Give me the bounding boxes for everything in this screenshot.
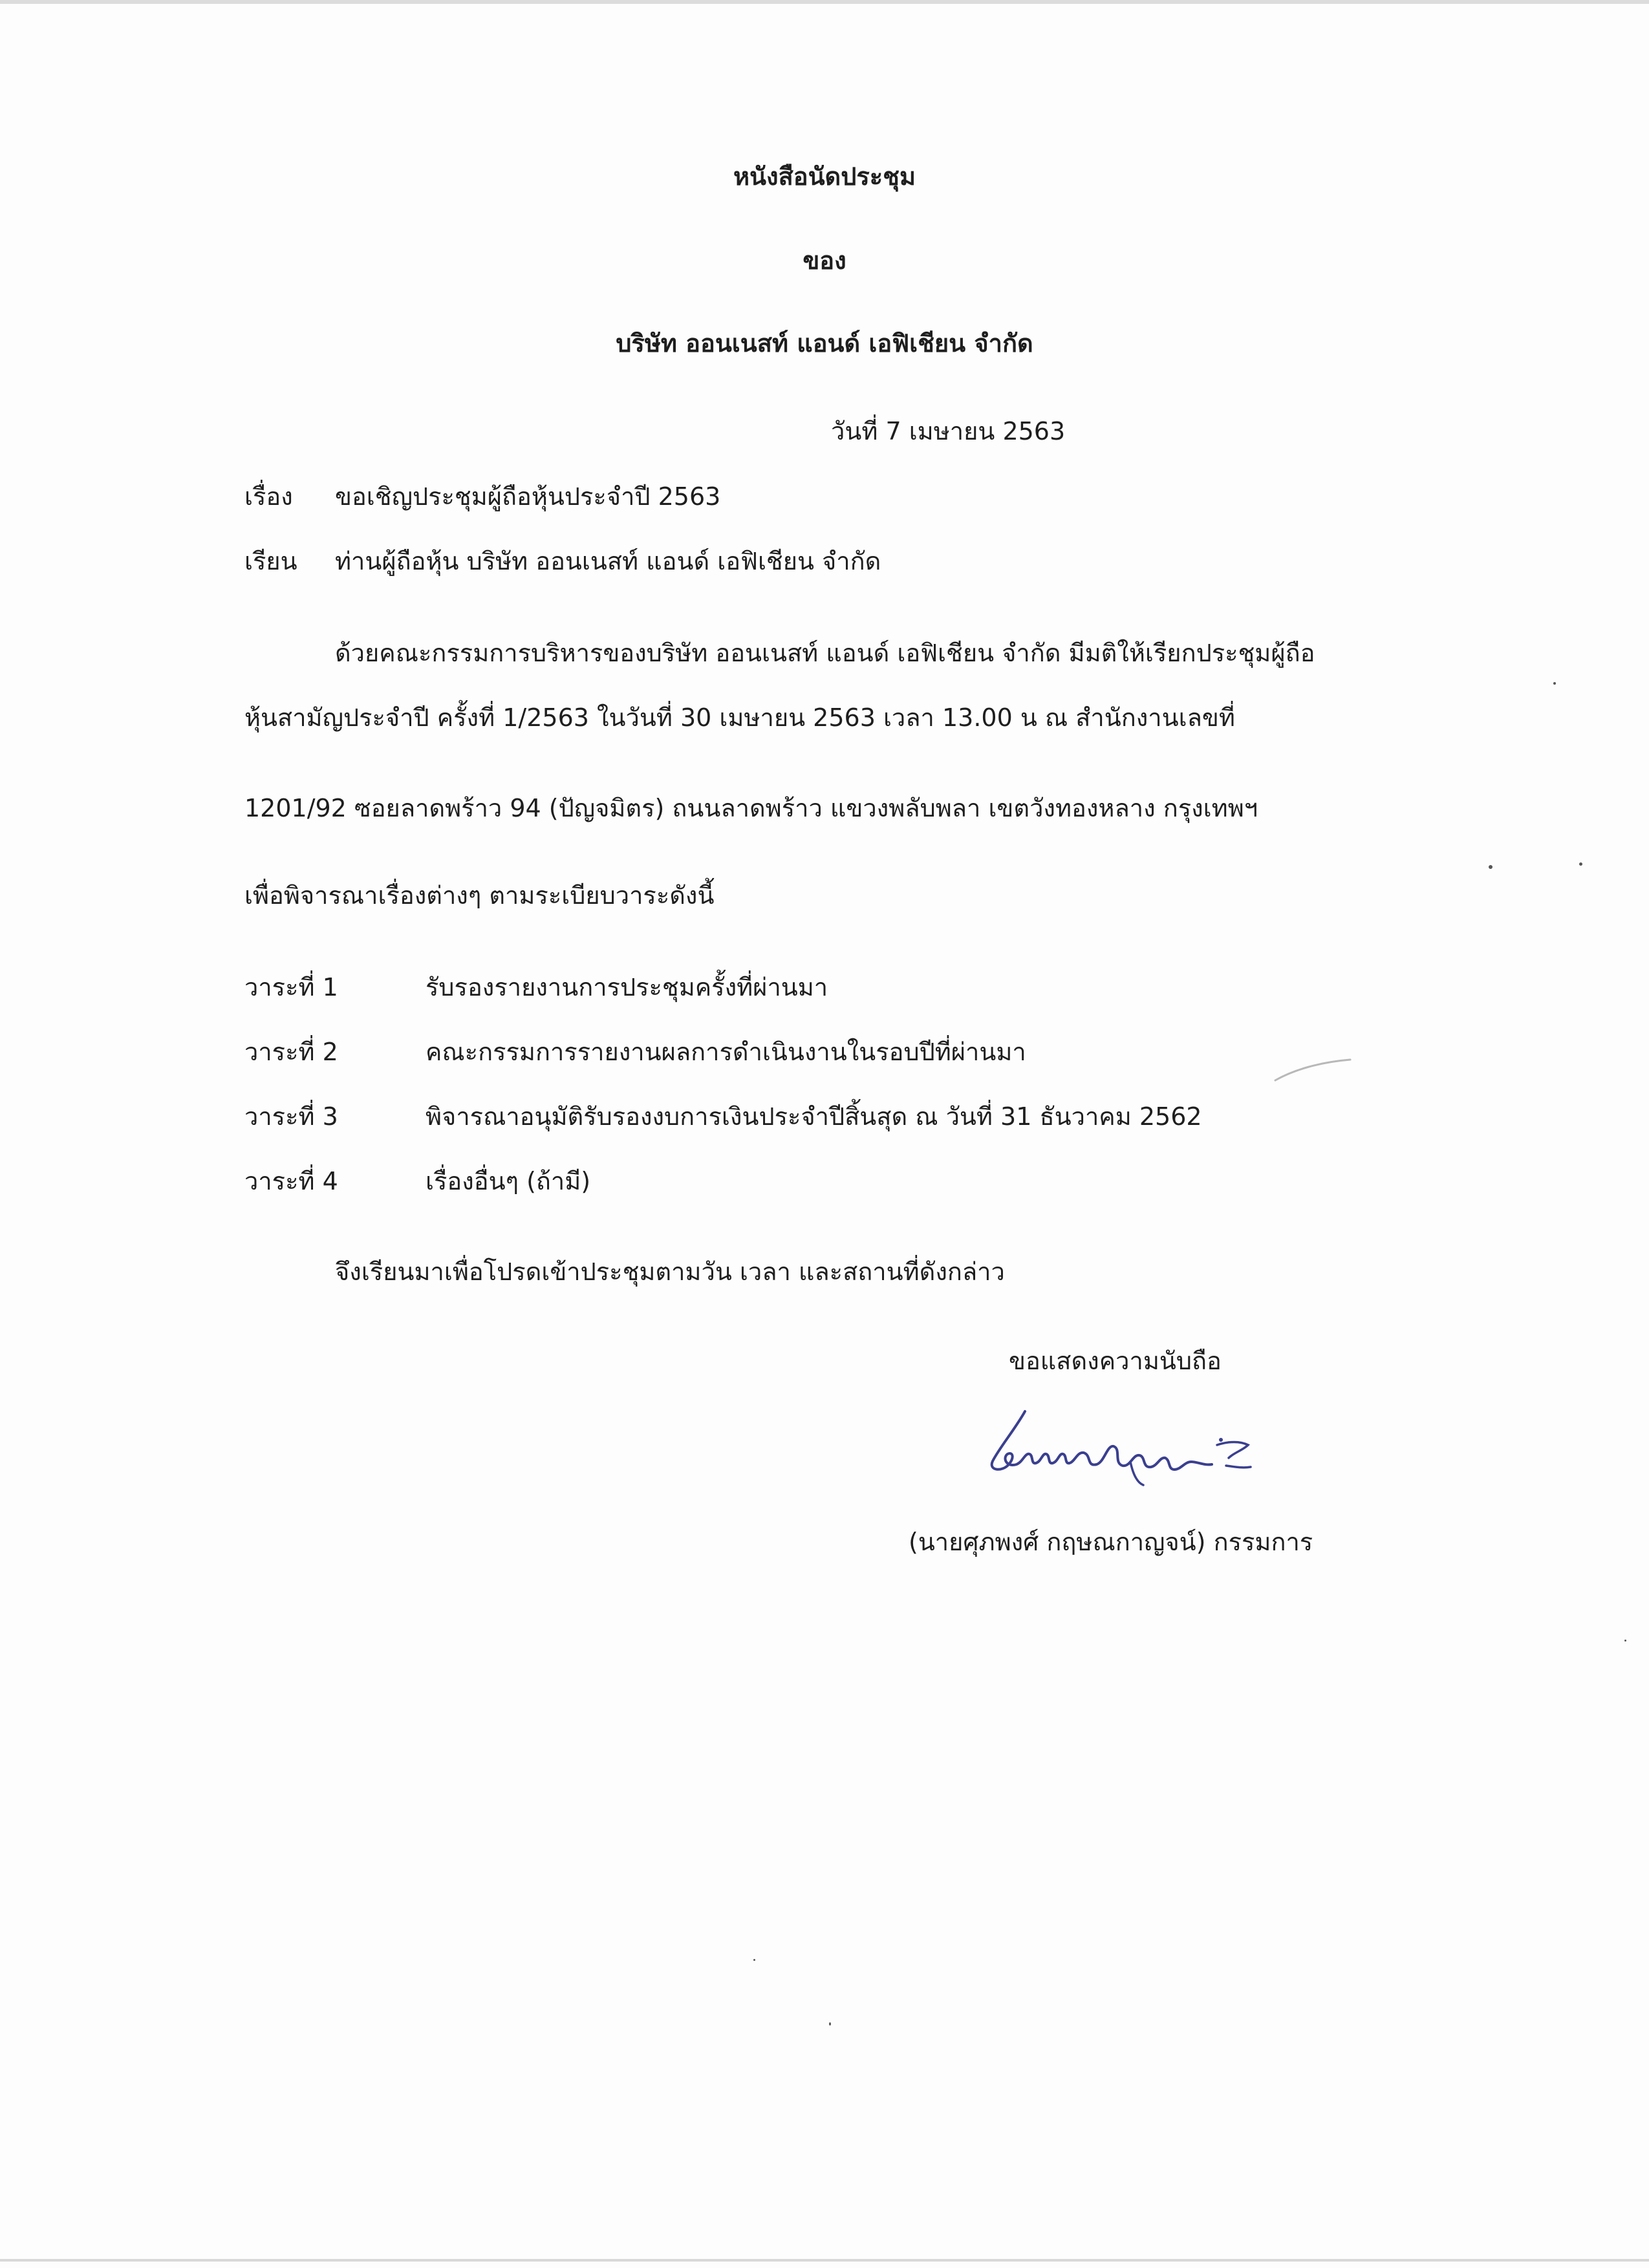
agenda-label-3: วาระที่ 3	[244, 1102, 338, 1131]
regards-text: ขอแสดงความนับถือ	[1009, 1347, 1222, 1375]
agenda-text-3: พิจารณาอนุมัติรับรองงบการเงินประจำปีสิ้นสุด ณ วันที่ 31 ธันวาคม 2562	[426, 1102, 1202, 1131]
subject-label: เรื่อง	[244, 482, 293, 511]
agenda-label-1: วาระที่ 1	[244, 973, 338, 1001]
handwritten-signature	[964, 1400, 1280, 1497]
agenda-text-1: รับรองรายงานการประชุมครั้งที่ผ่านมา	[426, 973, 828, 1001]
agenda-label-2: วาระที่ 2	[244, 1038, 338, 1066]
agenda-text-2: คณะกรรมการรายงานผลการดำเนินงานในรอบปีที่ผ่านมา	[426, 1038, 1026, 1066]
signatory-name: (นายศุภพงศ์ กฤษณกาญจน์) กรรมการ	[909, 1528, 1313, 1556]
body-line-2: หุ้นสามัญประจำปี ครั้งที่ 1/2563 ในวันที่ 30 เมษายน 2563 เวลา 13.00 น ณ สำนักงานเลขที่	[244, 703, 1235, 732]
scan-edge-bottom	[0, 2259, 1649, 2262]
body-line-1: ด้วยคณะกรรมการบริหารของบริษัท ออนเนสท์ แอนด์ เอฟิเชียน จำกัด มีมติให้เรียกประชุมผู้ถือ	[335, 639, 1315, 667]
document-of: ของ	[803, 246, 846, 275]
scan-mark	[1274, 1057, 1352, 1083]
scan-edge-top	[0, 0, 1649, 4]
body-line-4: เพื่อพิจารณาเรื่องต่างๆ ตามระเบียบวาระดังนี้	[244, 881, 715, 910]
agenda-text-4: เรื่องอื่นๆ (ถ้ามี)	[426, 1167, 591, 1195]
document-title: หนังสือนัดประชุม	[733, 162, 916, 191]
document-date: วันที่ 7 เมษายน 2563	[831, 417, 1066, 445]
closing-text: จึงเรียนมาเพื่อโปรดเข้าประชุมตามวัน เวลา และสถานที่ดังกล่าว	[335, 1257, 1005, 1286]
agenda-label-4: วาระที่ 4	[244, 1167, 338, 1195]
company-name: บริษัท ออนเนสท์ แอนด์ เอฟิเชียน จำกัด	[616, 329, 1033, 358]
body-line-3: 1201/92 ซอยลาดพร้าว 94 (ปัญจมิตร) ถนนลาดพร้าว แขวงพลับพลา เขตวังทองหลาง กรุงเทพฯ	[244, 794, 1258, 822]
to-label: เรียน	[244, 547, 297, 575]
to-text: ท่านผู้ถือหุ้น บริษัท ออนเนสท์ แอนด์ เอฟิเชียน จำกัด	[335, 547, 881, 575]
subject-text: ขอเชิญประชุมผู้ถือหุ้นประจำปี 2563	[335, 482, 721, 511]
